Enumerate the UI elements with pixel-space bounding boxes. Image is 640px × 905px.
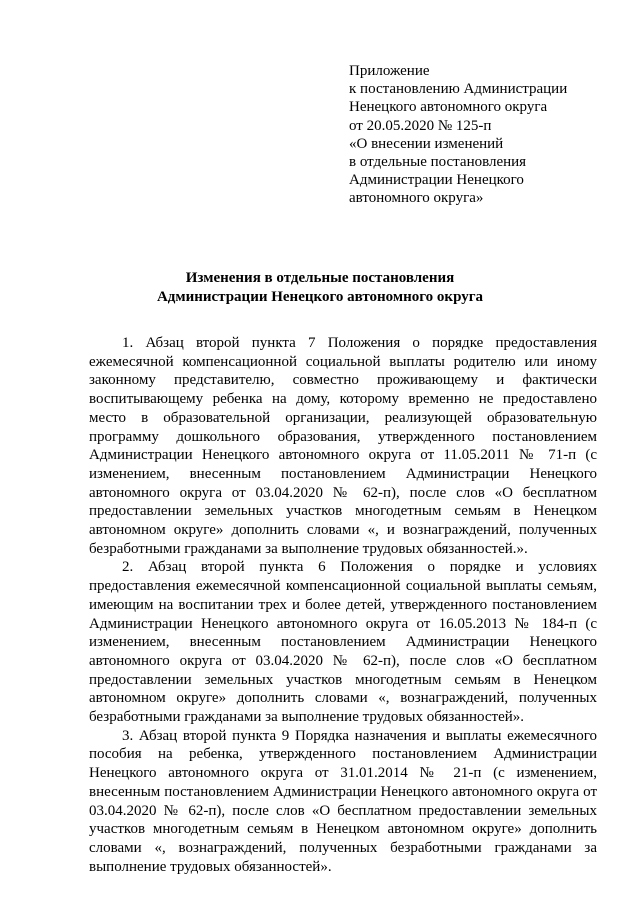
appendix-line: Ненецкого автономного округа [349,99,548,116]
appendix-line: «О внесении изменений [349,135,504,152]
title-line-2: Администрации Ненецкого автономного округа [156,288,484,305]
appendix-line: в отдельные постановления [349,154,527,171]
appendix-line: к постановлению Администрации [349,81,568,98]
appendix-line: автономного округа» [349,190,484,207]
appendix-line: от 20.05.2020 № 125-п [349,117,492,134]
appendix-header [349,62,629,208]
appendix-line: Администрации Ненецкого [349,172,524,189]
document-title [0,269,640,306]
paragraph-1: 1. Абзац второй пункта 7 Положения о порядке предоставления ежемесячной компенсационной социальной выплаты родителю или иному законному представителю, совместно проживающему и фактически воспитывающему ребенка на дому, которому временно не предоставлено место в образовательной организации, реализующей образовательную программу дошкольного образования, утвержденного постановлением Администрации Ненецкого автономного округа от 11.05.2011 № 71-п (с изменением, внесенным постановлением Администрации Ненецкого автономного округа от 03.04.2020 № 62-п), после слов «О бесплатном предоставлении земельных участков многодетным семьям в Ненецком автономном округе» дополнить словами «, и вознаграждений, полученных безработными гражданами за выполнение трудовых обязанностей.». [89,335,597,557]
appendix-line: Приложение [349,63,430,79]
paragraph-3: 3. Абзац второй пункта 9 Порядка назначения и выплаты ежемесячного пособия на ребенка, утвержденного постановлением Администрации Ненецкого автономного округа от 31.01.2014 № 21-п (с изменением, внесенным постановлением Администрации Ненецкого автономного округа от 03.04.2020 № 62-п), после слов «О бесплатном предоставлении земельных участков многодетным семьям в Ненецком автономном округе» дополнить словами «, вознаграждений, полученных безработными гражданами за выполнение трудовых обязанностей». [89,727,597,875]
title-line-1: Изменения в отдельные постановления [185,270,455,286]
paragraph-2: 2. Абзац второй пункта 6 Положения о порядке и условиях предоставления ежемесячной компенсационной социальной выплаты семьям, имеющим на воспитании трех и более детей, утвержденного постановлением Администрации Ненецкого автономного округа от 16.05.2013 № 184-п (с изменением, внесенным постановлением Администрации Ненецкого автономного округа от 03.04.2020 № 62-п), после слов «О бесплатном предоставлении земельных участков многодетным семьям в Ненецком автономном округе» дополнить словами «, вознаграждений, полученных безработными гражданами за выполнение трудовых обязанностей». [89,559,597,726]
document-body [89,334,597,876]
